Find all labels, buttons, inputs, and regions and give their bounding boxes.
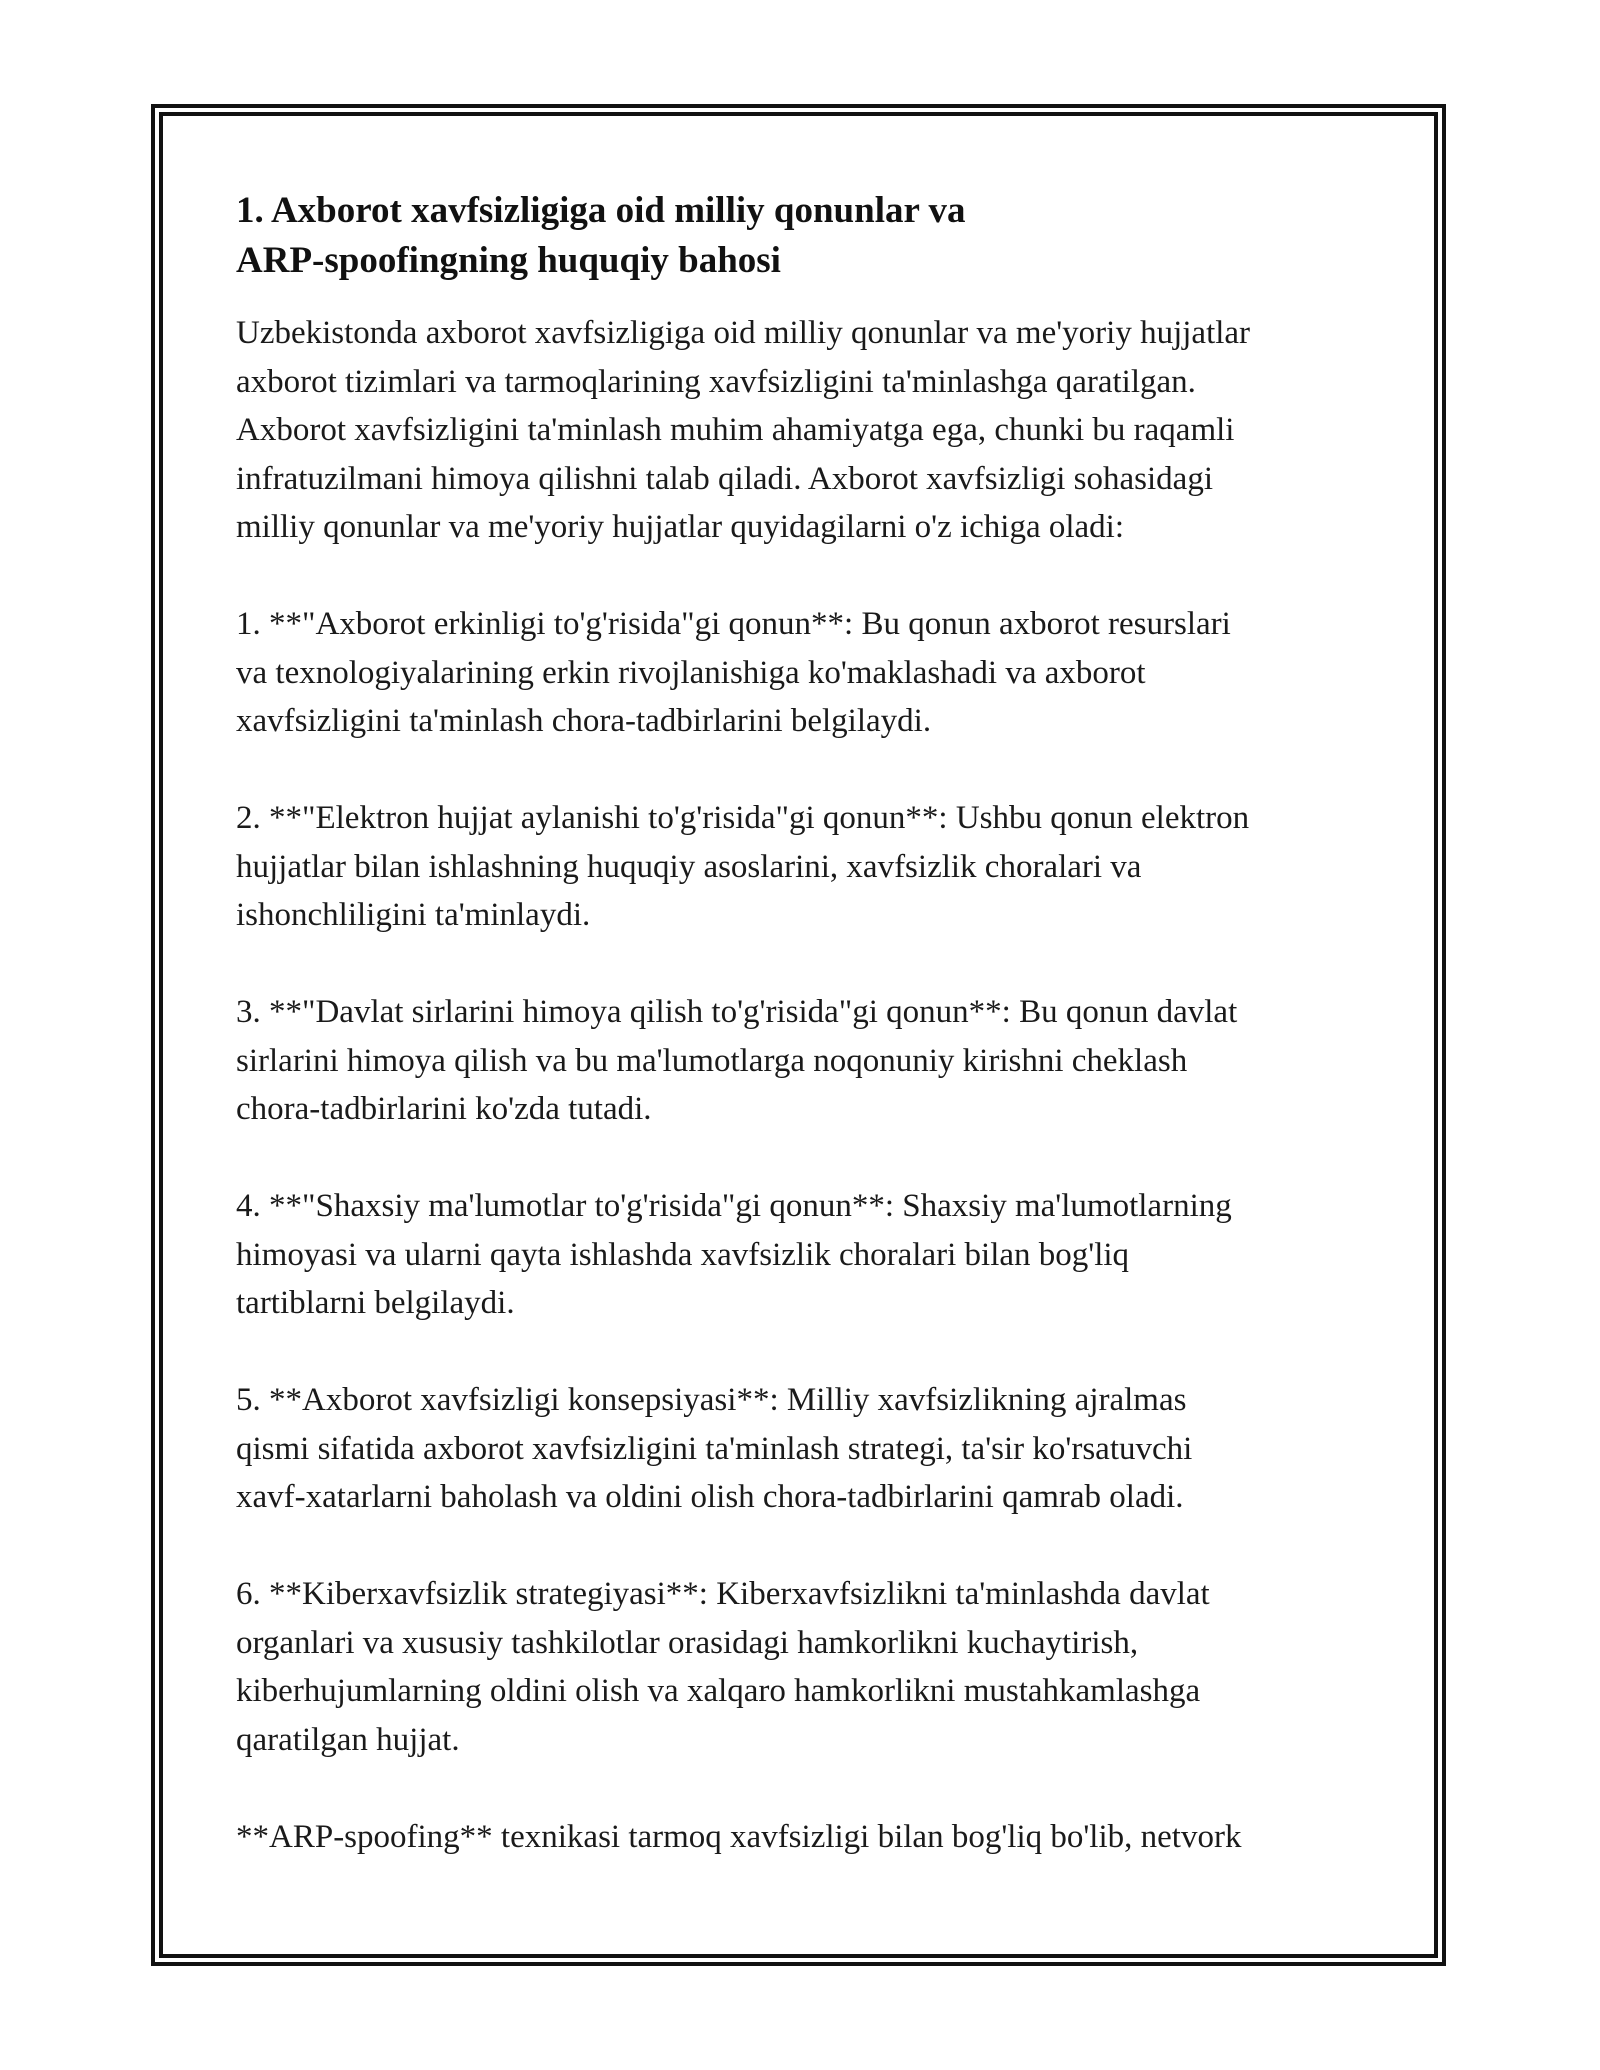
intro-paragraph [236,309,1376,552]
text-line: 4. **"Shaxsiy ma'lumotlar to'g'risida"gi qonun**: Shaxsiy ma'lumotlarning [236,1188,1232,1224]
section-heading [236,186,1376,286]
text-line: 1. **"Axborot erkinligi to'g'risida"gi qonun**: Bu qonun axborot resurslari [236,606,1231,642]
heading-line: 1. Axborot xavfsizligiga oid milliy qonunlar va [236,190,966,231]
arp-spoofing-paragraph [236,1813,1376,1862]
list-item-law-2 [236,794,1376,940]
list-item-concept-5 [236,1376,1376,1522]
text-line: 5. **Axborot xavfsizligi konsepsiyasi**: Milliy xavfsizlikning ajralmas [236,1382,1187,1418]
text-line: chora-tadbirlarini ko'zda tutadi. [236,1091,652,1127]
text-line: tartiblarni belgilaydi. [236,1285,515,1321]
text-line: qaratilgan hujjat. [236,1721,460,1758]
list-item-law-4 [236,1182,1376,1328]
text-line: 6. **Kiberxavfsizlik strategiyasi**: Kiberxavfsizlikni ta'minlashda davlat [236,1576,1210,1612]
text-line: va texnologiyalarining erkin rivojlanishiga ko'maklashadi va axborot [236,654,1146,691]
list-item-law-1 [236,600,1376,746]
text-line: xavfsizligini ta'minlash chora-tadbirlarini belgilaydi. [236,703,932,739]
text-line: Uzbekistonda axborot xavfsizligiga oid milliy qonunlar va me'yoriy hujjatlar [236,315,1251,351]
text-line: milliy qonunlar va me'yoriy hujjatlar quyidagilarni o'z ichiga oladi: [236,509,1125,545]
text-line: Axborot xavfsizligini ta'minlash muhim ahamiyatga ega, chunki bu raqamli [236,412,1235,448]
text-line: 3. **"Davlat sirlarini himoya qilish to'g'risida"gi qonun**: Bu qonun davlat [236,994,1238,1030]
text-line: organlari va xususiy tashkilotlar orasidagi hamkorlikni kuchaytirish, [236,1624,1139,1661]
document-body [236,186,1376,1910]
text-line: axborot tizimlari va tarmoqlarining xavfsizligini ta'minlashga qaratilgan. [236,363,1196,400]
text-line: **ARP-spoofing** texnikasi tarmoq xavfsizligi bilan bog'liq bo'lib, netvork [236,1818,1242,1855]
text-line: qismi sifatida axborot xavfsizligini ta'minlash strategi, ta'sir ko'rsatuvchi [236,1430,1193,1467]
text-line: hujjatlar bilan ishlashning huquqiy asoslarini, xavfsizlik choralari va [236,848,1142,885]
text-line: xavf-xatarlarni baholash va oldini olish chora-tadbirlarini qamrab oladi. [236,1479,1184,1515]
list-item-strategy-6 [236,1570,1376,1764]
text-line: 2. **"Elektron hujjat aylanishi to'g'risida"gi qonun**: Ushbu qonun elektron [236,800,1250,836]
list-item-law-3 [236,988,1376,1134]
heading-line: ARP-spoofingning huquqiy bahosi [236,240,781,281]
text-line: sirlarini himoya qilish va bu ma'lumotlarga noqonuniy kirishni cheklash [236,1042,1188,1079]
text-line: ishonchliligini ta'minlaydi. [236,897,591,933]
text-line: infratuzilmani himoya qilishni talab qiladi. Axborot xavfsizligi sohasidagi [236,460,1213,497]
text-line: kiberhujumlarning oldini olish va xalqaro hamkorlikni mustahkamlashga [236,1673,1201,1709]
text-line: himoyasi va ularni qayta ishlashda xavfsizlik choralari bilan bog'liq [236,1236,1130,1273]
